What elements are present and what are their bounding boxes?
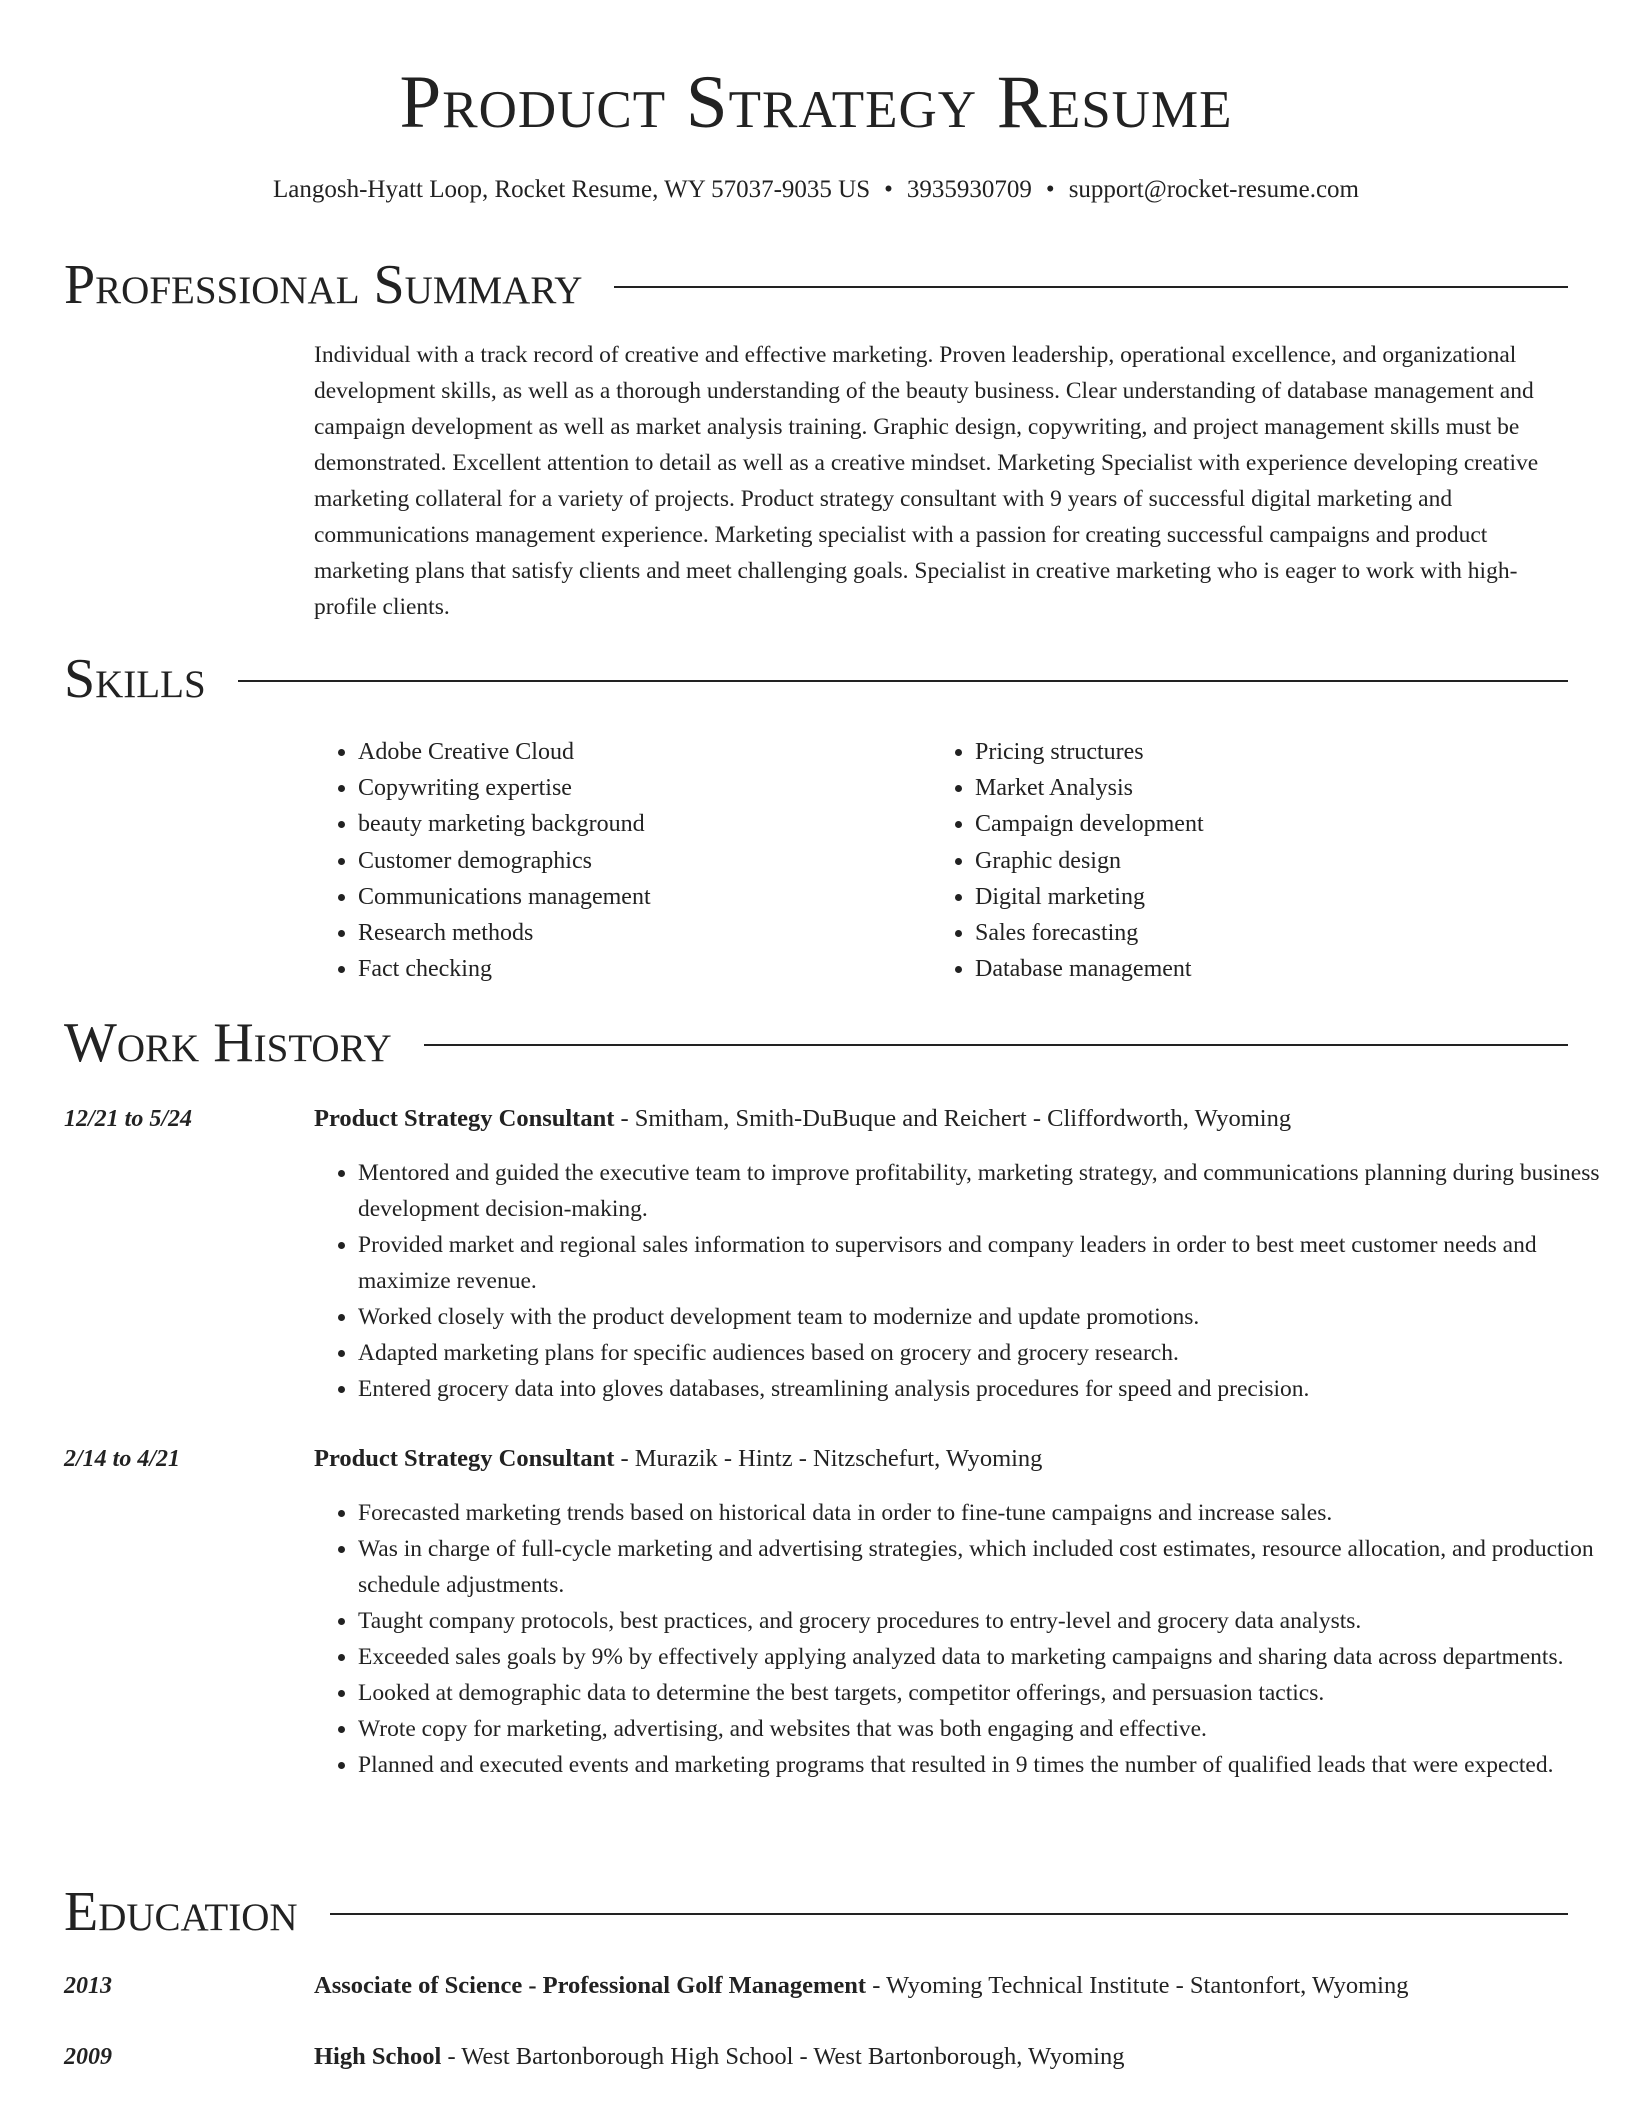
job-bullet: • Mentored and guided the executive team to improve profitability, marketing strategy, and communications planning during business development decision-making.: [358, 1155, 1612, 1227]
job-bullet: • Adapted marketing plans for specific audiences based on grocery and grocery research.: [358, 1335, 1612, 1371]
job-employer: - Smitham, Smith-DuBuque and Reichert - Cliffordworth, Wyoming: [614, 1105, 1292, 1132]
contact-separator: •: [884, 176, 893, 203]
job-bullet: • Planned and executed events and marketing programs that resulted in 9 times the number of qualified leads that were expected.: [358, 1747, 1612, 1783]
job-bullet: • Wrote copy for marketing, advertising, and websites that was both engaging and effective.: [358, 1711, 1612, 1747]
skill-item: • Pricing structures: [975, 734, 1204, 770]
job-bullet: • Forecasted marketing trends based on historical data in order to fine-tune campaigns and increase sales.: [358, 1495, 1612, 1531]
job-bullet: • Entered grocery data into gloves databases, streamlining analysis procedures for speed and precision.: [358, 1371, 1612, 1407]
section-divider: [238, 680, 1568, 682]
education-section-header: [64, 1877, 1568, 1947]
job-employer: - Murazik - Hintz - Nitzschefurt, Wyoming: [614, 1445, 1043, 1472]
job-dates: 12/21 to 5/24: [64, 1106, 193, 1132]
skills-list-left: [314, 734, 651, 987]
skill-item: • beauty marketing background: [358, 806, 651, 842]
education-detail: [314, 1968, 1408, 2004]
section-divider: [424, 1044, 1568, 1046]
section-divider: [330, 1913, 1568, 1915]
contact-separator: •: [1045, 176, 1055, 203]
skill-item: • Market Analysis: [975, 770, 1204, 806]
skill-item: • Copywriting expertise: [358, 770, 651, 806]
job-bullet: • Exceeded sales goals by 9% by effectively applying analyzed data to marketing campaigns and sharing data across departments.: [358, 1639, 1612, 1675]
job-bullet: • Taught company protocols, best practices, and grocery procedures to entry-level and grocery data analysts.: [358, 1603, 1612, 1639]
skills-list-right: [931, 734, 1204, 987]
summary-section-header: [64, 250, 1568, 320]
education-heading: Education: [64, 1881, 298, 1943]
skill-item: • Campaign development: [975, 806, 1204, 842]
skills-section-header: [64, 644, 1568, 714]
job-bullet-list: [314, 1495, 1612, 1783]
job-dates: 2/14 to 4/21: [64, 1446, 181, 1472]
summary-heading: Professional Summary: [64, 254, 583, 316]
job-heading: [314, 1101, 1291, 1137]
job-bullet: • Looked at demographic data to determine the best targets, competitor offerings, and persuasion tactics.: [358, 1675, 1612, 1711]
job-bullet: • Provided market and regional sales information to supervisors and company leaders in order to best meet customer needs and maximize revenue.: [358, 1227, 1612, 1299]
education-year: 2009: [64, 2044, 112, 2070]
skill-item: • Adobe Creative Cloud: [358, 734, 651, 770]
skill-item: • Digital marketing: [975, 879, 1204, 915]
work-section-header: [64, 1008, 1568, 1078]
summary-text: Individual with a track record of creative and effective marketing. Proven leadership, operational excellence, and organizational development skills, as well as a thorough understanding of the beauty business. Clear understanding of database management and campaign development as well as market analysis training. Graphic design, copywriting, and project management skills must be demonstrated. Excellent attention to detail as well as a creative mindset. Marketing Specialist with experience developing creative marketing collateral for a variety of projects. Product strategy consultant with 9 years of successful digital marketing and communications management experience. Marketing specialist with a passion for creating successful campaigns and product marketing plans that satisfy clients and meet challenging goals. Specialist in creative marketing who is eager to work with high-profile clients.: [314, 342, 1539, 620]
education-degree: Associate of Science - Professional Golf Management: [314, 1972, 867, 1999]
skill-item: • Database management: [975, 951, 1204, 987]
skill-item: • Fact checking: [358, 951, 651, 987]
skills-heading: Skills: [64, 648, 206, 710]
contact-line: [0, 172, 1632, 208]
education-school: - West Bartonborough High School - West Bartonborough, Wyoming: [441, 2043, 1125, 2070]
skill-item: • Graphic design: [975, 843, 1204, 879]
job-heading: [314, 1441, 1042, 1477]
job-bullet: • Was in charge of full-cycle marketing and advertising strategies, which included cost estimates, resource allocation, and production schedule adjustments.: [358, 1531, 1612, 1603]
job-title: Product Strategy Consultant: [314, 1445, 615, 1472]
education-year: 2013: [64, 1973, 112, 1999]
section-divider: [614, 286, 1568, 288]
education-detail: [314, 2039, 1125, 2075]
skill-item: • Communications management: [358, 879, 651, 915]
job-bullet: • Worked closely with the product development team to modernize and update promotions.: [358, 1299, 1612, 1335]
contact-phone: 3935930709: [906, 176, 1032, 203]
skill-item: • Sales forecasting: [975, 915, 1204, 951]
education-degree: High School: [314, 2043, 442, 2070]
education-school: - Wyoming Technical Institute - Stantonfort, Wyoming: [866, 1972, 1409, 1999]
contact-address: Langosh-Hyatt Loop, Rocket Resume, WY 57037-9035 US: [273, 176, 871, 203]
skill-item: • Research methods: [358, 915, 651, 951]
skill-item: • Customer demographics: [358, 843, 651, 879]
work-heading: Work History: [64, 1012, 392, 1074]
contact-email: support@rocket-resume.com: [1068, 176, 1359, 203]
job-bullet-list: [314, 1155, 1612, 1407]
job-title: Product Strategy Consultant: [314, 1105, 615, 1132]
resume-title: Product Strategy Resume: [399, 61, 1233, 144]
